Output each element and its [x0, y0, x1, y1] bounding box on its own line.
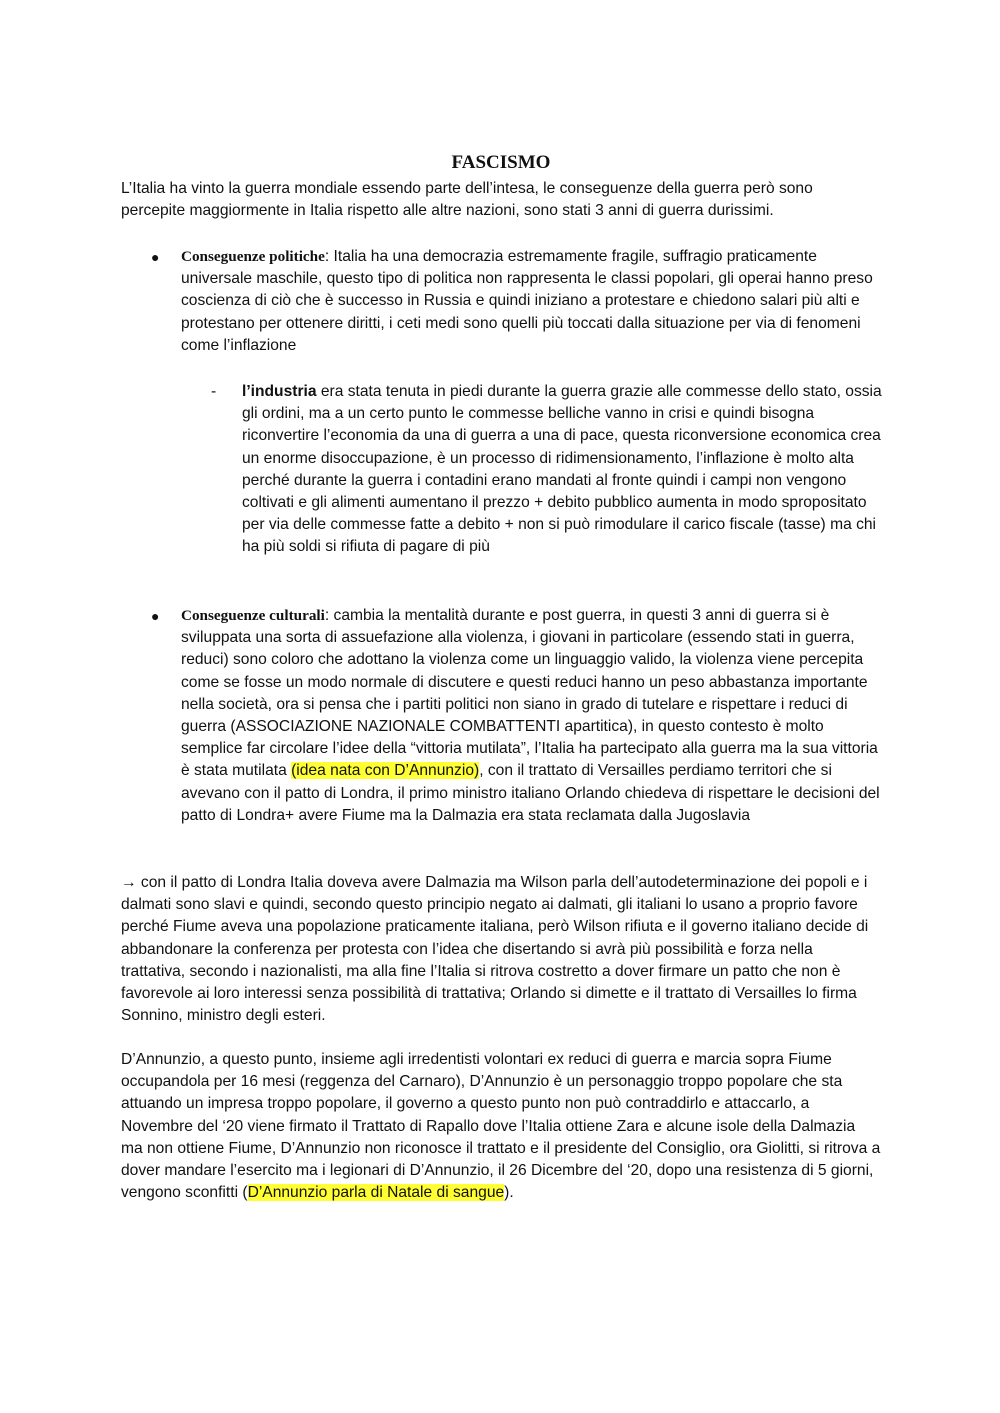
bullet-body: : Italia ha una democrazia estremamente fragile, suffragio praticamente universale maschile, questo tipo di politica non rappresenta le classi popolari, gli operai hanno preso coscienza di ciò che è successo in Russia e quindi iniziano a protestare e chiedono salari più alti e protestano per ottenere diritti, i ceti medi sono quelli più toccati dalla situazione per via di fenomeni come l’inflazione — [181, 248, 873, 354]
bullet-text — [181, 605, 881, 827]
dannunzio-paragraph — [121, 1049, 881, 1204]
sub-item-text — [242, 381, 882, 559]
sub-item-body: era stata tenuta in piedi durante la guerra grazie alle commesse dello stato, ossia gli ordini, ma a un certo punto le commesse belliche vanno in crisi e quindi bisogna riconvertire l’economia da una di guerra a una di pace, questa riconversione economica crea un enorme disoccupazione, è un processo di ridimensionamento, l’inflazione è molto alta perché durante la guerra i contadini erano mandati al fronte quindi i campi non vengono coltivati e gli alimenti aumentano il prezzo + debito pubblico aumenta in modo spropositato per via delle commesse fatte a debito + non si può rimodulare il carico fiscale (tasse) ma chi ha più soldi si rifiuta di pagare di più — [242, 383, 882, 556]
sub-item-industry — [121, 381, 881, 559]
paragraph-body: D’Annunzio, a questo punto, insieme agli irredentisti volontari ex reduci di guerra e marcia sopra Fiume occupandola per 16 mesi (reggenza del Carnaro), D’Annunzio è un personaggio troppo popolare che sta attuando un impresa troppo popolare, il governo a questo punto non può contraddirlo e attaccarlo, a Novembre del ‘20 viene firmato il Trattato di Rapallo dove l’Italia ottiene Zara e alcune isole della Dalmazia ma non ottiene Fiume, D’Annunzio non riconosce il trattato e il presidente del Consiglio, ora Giolitti, si ritrova a dover mandare l’esercito ma i legionari di D’Annunzio, il 26 Dicembre del ‘20, dopo una resistenza di 5 giorni, vengono sconfitti ( — [121, 1051, 881, 1202]
highlighted-text: (idea nata con D’Annunzio) — [291, 762, 480, 780]
bullet-political-consequences — [121, 246, 881, 357]
bullet-body-continued: , con il trattato di Versailles perdiamo territori che si avevano con il patto di Londra, il primo ministro italiano Orlando chiedeva di rispettare le decisioni del patto di Londra+ avere Fiume ma la Dalmazia era stata reclamata dalla Jugoslavia — [181, 762, 880, 824]
intro-paragraph: L’Italia ha vinto la guerra mondiale essendo parte dell’intesa, le conseguenze della guerra però sono percepite maggiormente in Italia rispetto alle altre nazioni, sono stati 3 anni di guerra durissimi. — [121, 180, 813, 220]
bullet-label: Conseguenze politiche — [181, 248, 325, 265]
bullet-icon: ● — [151, 608, 160, 624]
bullet-text — [181, 246, 881, 357]
bullet-icon: ● — [151, 249, 160, 265]
dash-icon: - — [211, 383, 217, 400]
bullet-label: Conseguenze culturali — [181, 607, 325, 624]
bullet-cultural-consequences — [121, 605, 881, 827]
bullet-body: : cambia la mentalità durante e post guerra, in questi 3 anni di guerra si è sviluppata una sorta di assuefazione alla violenza, i giovani in particolare (essendo stati in guerra, reduci) sono coloro che adottano la violenza come un linguaggio valido, la violenza viene percepita come se fosse un modo normale di discutere e questi reduci hanno un peso abbastanza importante nella società, ora si pensa che i partiti politici non siano in grado di tutelare e rispettare i reduci di guerra (ASSOCIAZIONE NAZIONALE COMBATTENTI apartitica), in questo contesto è molto semplice far circolare l’idee della “vittoria mutilata”, l’Italia ha partecipato alla guerra ma la sua vittoria è stata mutilata — [181, 607, 878, 780]
page-title: FASCISMO — [451, 152, 551, 173]
highlighted-text: D’Annunzio parla di Natale di sangue — [247, 1184, 505, 1202]
arrow-paragraph: → con il patto di Londra Italia doveva avere Dalmazia ma Wilson parla dell’autodeterminazione dei popoli e i dalmati sono slavi e quindi, secondo questo principio negato ai dalmati, gli italiani lo usano a proprio favore perché Fiume aveva una popolazione praticamente italiana, però Wilson rifiuta e il governo italiano decide di abbandonare la conferenza per protesta con l’idea che disertando si avrà più possibilità e forza nella trattativa, secondo i nazionalisti, ma alla fine l’Italia si ritrova costretto a dover firmare un patto che non è favorevole ai loro interessi senza possibilità di trattativa; Orlando si dimette e il trattato di Versailles lo firma Sonnino, ministro degli esteri. — [121, 874, 869, 1025]
paragraph-body-end: ). — [504, 1184, 514, 1202]
sub-item-label: l’industria — [242, 383, 317, 400]
